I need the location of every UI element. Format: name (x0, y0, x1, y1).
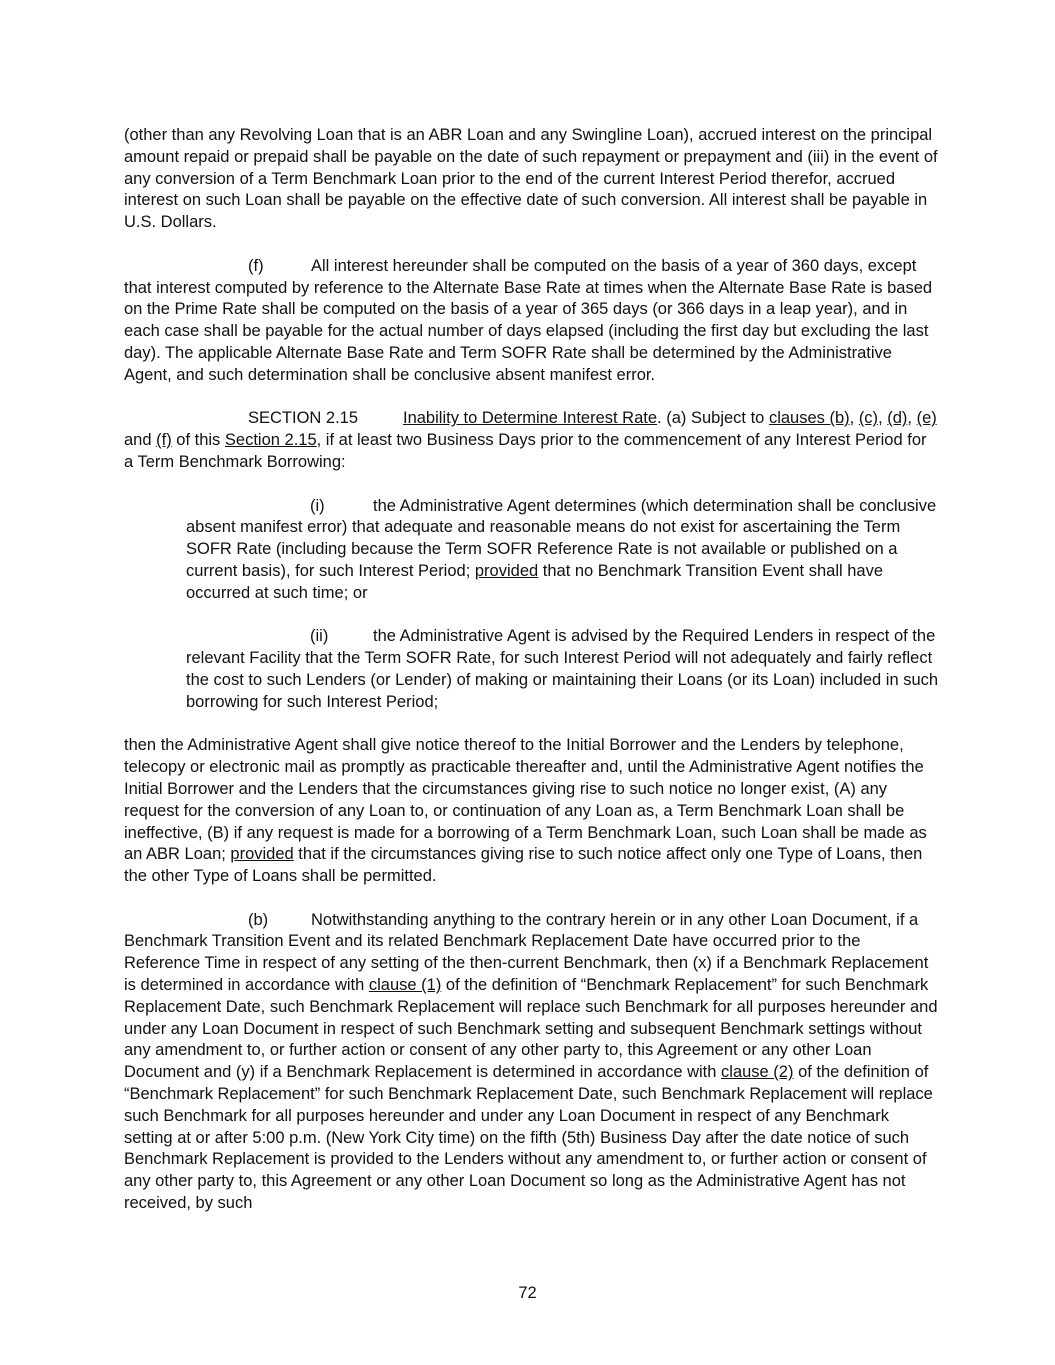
then-paragraph: then the Administrative Agent shall give notice thereof to the Initial Borrower and the Lenders by telephone, telecopy or electronic mail as promptly as practicable thereafter and, until the Administrative Agent notifies the Initial Borrower and the Lenders that the circumstances giving rise to such notice no longer exist, (A) any request for the conversion of any Loan to, or continuation of any Loan as, a Term Benchmark Loan shall be ineffective, (B) if any request is made for a borrowing of a Term Benchmark Loan, such Loan shall be made as an ABR Loan; provided that if the circumstances giving rise to such notice affect only one Type of Loans, then the other Type of Loans shall be permitted. (124, 736, 927, 886)
section-label: SECTION 2.15 (248, 409, 359, 428)
section-ref: Section 2.15 (224, 431, 317, 450)
subclause-i-label: (i) (310, 496, 325, 515)
subclause-i: (i) the Administrative Agent determines (which determination shall be conclusive absent manifest error) that adequate and reasonable means do not exist for ascertaining the Term SOFR Rate (including because the Term SOFR Reference Rate is not available or published on a current basis), for such Interest Period; provided that no Benchmark Transition Event shall have occurred at such time; or (186, 496, 937, 602)
clause-f-label: (f) (248, 256, 264, 275)
page-number: 72 (518, 1284, 537, 1302)
paragraph-f: (f) All interest hereunder shall be computed on the basis of a year of 360 days, except that interest computed by reference to the Alternate Base Rate at times when the Alternate Base Rate is based on the Prime Rate shall be computed on the basis of a year of 365 days (or 366 days in a leap year), and in each case shall be payable for the actual number of days elapsed (including the first day but excluding the last day). The applicable Alternate Base Rate and Term SOFR Rate shall be determined by the Administrative Agent, and such determination shall be conclusive absent manifest error. (124, 256, 933, 384)
subclause-ii-label: (ii) (310, 627, 329, 646)
provided-term: provided (474, 561, 539, 580)
paragraph-b: (b) Notwithstanding anything to the contrary herein or in any other Loan Document, if a Benchmark Transition Event and its related Benchmark Replacement Date have occurred prior to the Reference Time in respect of any setting of the then-current Benchmark, then (x) if a Benchmark Replacement is determined in accordance with clause (1) of the definition of “Benchmark Replacement” for such Benchmark Replacement Date, such Benchmark Replacement will replace such Benchmark for all purposes hereunder and under any Loan Document in respect of such Benchmark setting and subsequent Benchmark settings without any amendment to, or further action or consent of any other party to, this Agreement or any other Loan Document and (y) if a Benchmark Replacement is determined in accordance with clause (2) of the definition of “Benchmark Replacement” for such Benchmark Replacement Date, such Benchmark Replacement will replace such Benchmark for all purposes hereunder and under any Loan Document in respect of any Benchmark setting at or after 5:00 p.m. (New York City time) on the fifth (5th) Business Day after the date notice of such Benchmark Replacement is provided to the Lenders without any amendment to, or further action or consent of any other party to, this Agreement or any other Loan Document so long as the Administrative Agent has not received, by such (124, 910, 938, 1213)
clause-b-label: (b) (248, 910, 269, 929)
clause-1-ref: clause (1) (368, 976, 442, 995)
clause-ref-d: (d) (887, 409, 908, 428)
subclause-ii: (ii) the Administrative Agent is advised by the Required Lenders in respect of the relevant Facility that the Term SOFR Rate, for such Interest Period will not adequately and fairly reflect the cost to such Lenders (or Lender) of making or maintaining their Loans (or its Loan) included in such borrowing for such Interest Period; (186, 627, 939, 711)
paragraph-continuation: (other than any Revolving Loan that is an ABR Loan and any Swingline Loan), accrued interest on the principal amount repaid or prepaid shall be payable on the date of such repayment or prepayment and (iii) in the event of any conversion of a Term Benchmark Loan prior to the end of the current Interest Period therefor, accrued interest on such Loan shall be payable on the effective date of such conversion. All interest shall be payable in U.S. Dollars. (124, 126, 938, 232)
clause-2-ref: clause (2) (721, 1063, 794, 1082)
section-2-15-heading-paragraph: SECTION 2.15 Inability to Determine Interest Rate. (a) Subject to clauses (b), (c), (d), (e) and (f) of this Section 2.15, if at least two Business Days prior to the commencement of any Interest Period for a Term Benchmark Borrowing: (124, 409, 937, 471)
clause-ref-c: (c) (858, 409, 879, 428)
document-body (124, 125, 939, 1215)
clause-ref-f: (f) (156, 431, 172, 450)
section-title: Inability to Determine Interest Rate (403, 409, 658, 428)
provided-term: provided (230, 845, 294, 864)
clause-ref-b: clauses (b) (768, 409, 850, 428)
clause-ref-e: (e) (916, 409, 937, 428)
